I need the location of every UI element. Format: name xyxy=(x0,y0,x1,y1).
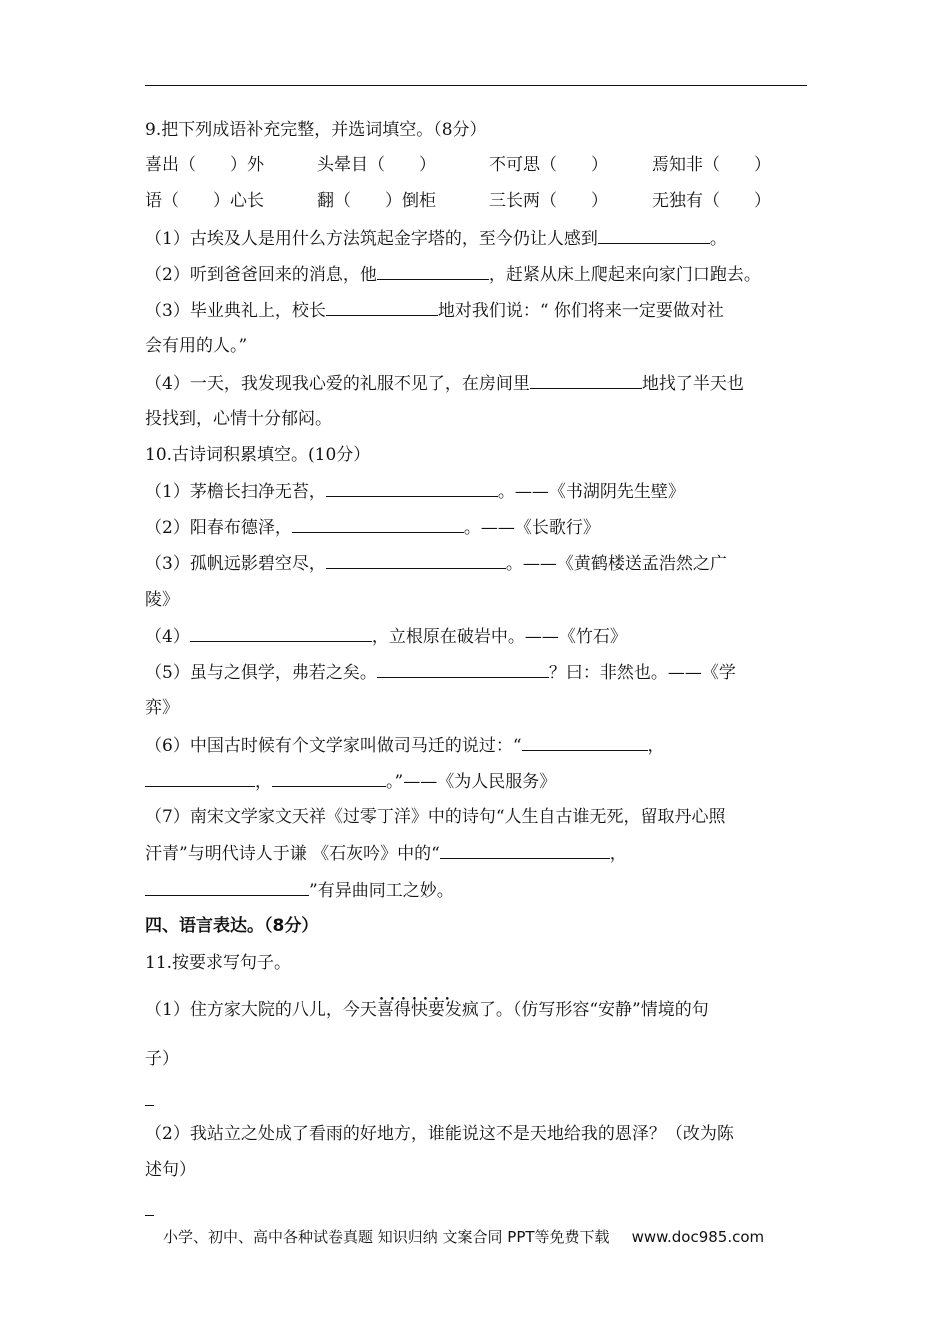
idiom-7: 三长两（ ） xyxy=(489,191,608,211)
answer-blank[interactable] xyxy=(292,515,464,533)
answer-line-short[interactable] xyxy=(145,1215,154,1216)
answer-blank[interactable] xyxy=(530,371,642,389)
section-4-heading: 四、语言表达。（8分） xyxy=(145,916,319,936)
idiom-2: 头晕目（ ） xyxy=(317,155,436,175)
answer-blank[interactable] xyxy=(190,624,372,642)
q9-sentence-2: （2）听到爸爸回来的消息，他 ，赶紧从床上爬起来向家门口跑去。 xyxy=(145,262,761,286)
q9-title: 9.把下列成语补充完整，并选词填空。（8分） xyxy=(145,120,487,140)
poem-1: （1）茅檐长扫净无苔， 。——《书湖阴先生壁》 xyxy=(145,479,685,503)
q10-title: 10.古诗词积累填空。(10分） xyxy=(145,445,371,465)
poem-6: （6）中国古时候有个文学家叫做司马迁的说过：“ ， xyxy=(145,733,665,757)
poem-5-cont: 弈》 xyxy=(145,698,179,718)
answer-blank[interactable] xyxy=(272,769,386,787)
poem-7-cont-2: ”有异曲同工之妙。 xyxy=(145,878,454,902)
answer-blank[interactable] xyxy=(440,841,610,859)
q9-sentence-3: （3）毕业典礼上，校长 地对我们说：“ 你们将来一定要做对社 xyxy=(145,298,724,322)
q11-sentence-1: （1）住方家大院的八儿，今天• • • 喜得快要发疯了。（仿写形容“安静”情境的句 xyxy=(145,998,709,1022)
idiom-3: 不可思（ ） xyxy=(489,155,608,175)
footer-text: 小学、初中、高中各种试卷真题 知识归纳 文案合同 PPT等免费下载 xyxy=(163,1228,610,1246)
poem-7: （7）南宋文学家文天祥《过零丁洋》中的诗句“人生自古谁无死，留取丹心照 xyxy=(145,807,726,827)
idiom-6: 翻（ ）倒柜 xyxy=(317,191,436,211)
poem-3: （3）孤帆远影碧空尽， 。——《黄鹤楼送孟浩然之广 xyxy=(145,551,727,575)
poem-3-cont: 陵》 xyxy=(145,590,179,610)
poem-4: （4） ，立根原在破岩中。——《竹石》 xyxy=(145,624,627,648)
q9-sentence-3-cont: 会有用的人。” xyxy=(145,336,248,356)
footer xyxy=(163,1226,764,1247)
answer-blank[interactable] xyxy=(377,660,549,678)
idiom-5: 语（ ）心长 xyxy=(145,191,264,211)
q11-title: 11.按要求写句子。 xyxy=(145,953,292,973)
q9-sentence-1: （1）古埃及人是用什么方法筑起金字塔的，至今仍让人感到 。 xyxy=(145,226,727,250)
answer-blank[interactable] xyxy=(326,479,498,497)
idiom-8: 无独有（ ） xyxy=(652,191,771,211)
poem-6-cont: ， 。”——《为人民服务》 xyxy=(145,769,556,793)
answer-blank[interactable] xyxy=(598,226,710,244)
footer-website[interactable]: www.doc985.com xyxy=(631,1228,765,1246)
answer-blank[interactable] xyxy=(326,551,506,569)
idiom-4: 焉知非（ ） xyxy=(652,155,771,175)
q11-sentence-2-cont: 述句） xyxy=(145,1160,196,1180)
q9-sentence-4: （4）一天，我发现我心爱的礼服不见了，在房间里 地找了半天也 xyxy=(145,371,744,395)
emphasized-phrase: • • • 喜得快要发疯了 xyxy=(377,998,496,1022)
answer-blank[interactable] xyxy=(522,733,648,751)
answer-blank[interactable] xyxy=(377,262,489,280)
answer-line-short[interactable] xyxy=(145,1105,154,1106)
q9-sentence-4-cont: 投找到，心情十分郁闷。 xyxy=(145,409,332,429)
poem-5: （5）虽与之俱学，弗若之矣。 ？曰：非然也。——《学 xyxy=(145,660,736,684)
answer-blank[interactable] xyxy=(326,298,438,316)
poem-2: （2）阳春布德泽， 。——《长歌行》 xyxy=(145,515,600,539)
poem-7-cont: 汗青”与明代诗人于谦 《石灰吟》中的“ ， xyxy=(145,841,627,865)
answer-blank[interactable] xyxy=(145,769,255,787)
idiom-1: 喜出（ ）外 xyxy=(145,155,264,175)
answer-blank[interactable] xyxy=(145,878,309,896)
q11-sentence-2: （2）我站立之处成了看雨的好地方，谁能说这不是天地给我的恩泽？（改为陈 xyxy=(145,1124,734,1144)
q11-sentence-1-cont: 子） xyxy=(145,1049,179,1069)
header-rule xyxy=(145,85,807,86)
